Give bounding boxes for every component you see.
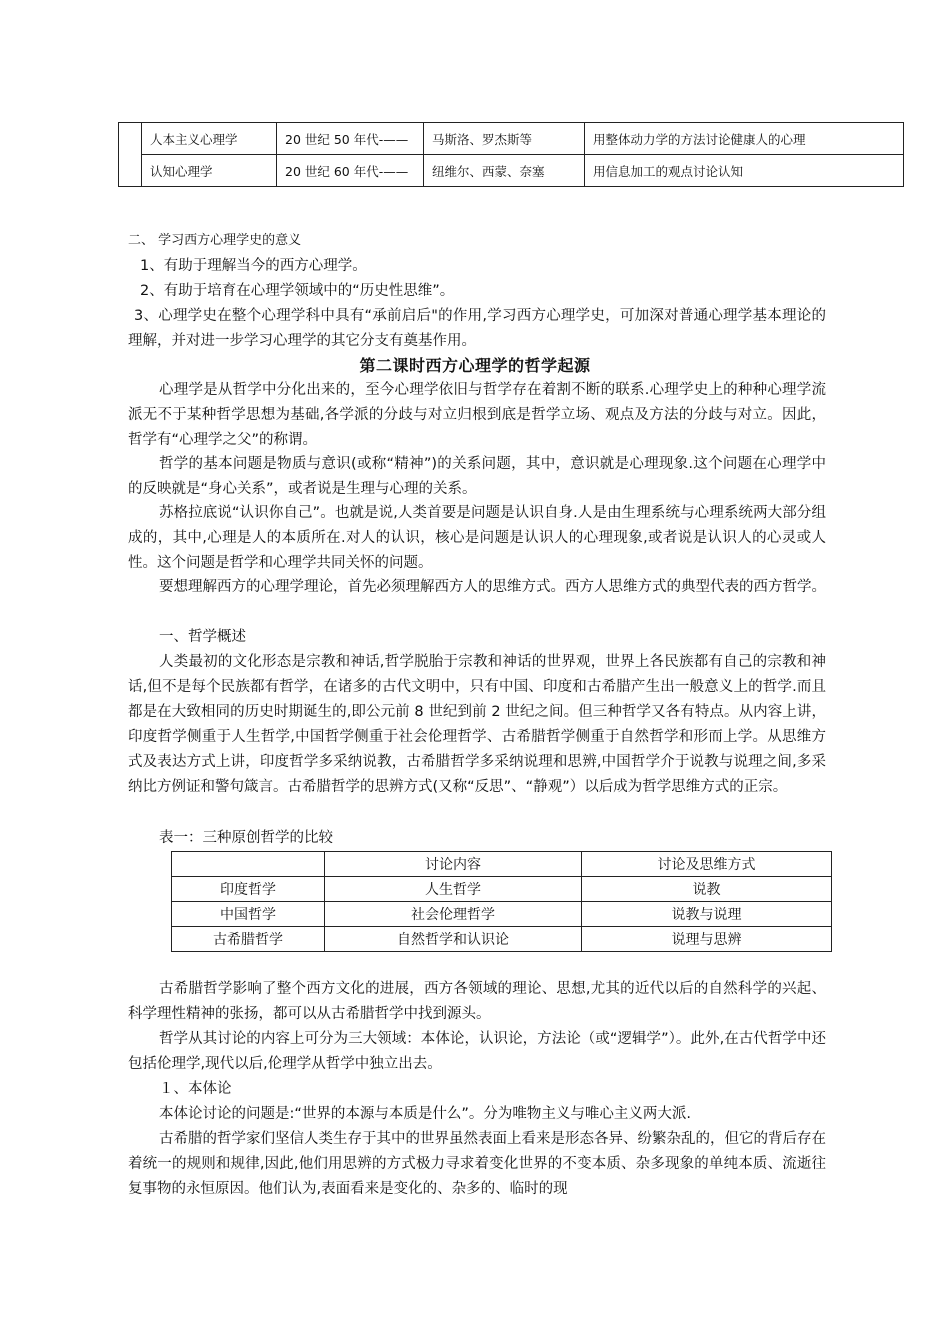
table-cell: 古希腊哲学: [172, 927, 325, 952]
table-row: [172, 902, 832, 927]
table-cell-school: 认知心理学: [142, 155, 277, 187]
subsection-title-ontology: １、本体论: [159, 1081, 232, 1097]
table-cell: 说理与思辨: [582, 927, 832, 952]
paragraph-western-thinking: 要想理解西方的心理学理论，首先必须理解西方人的思维方式。西方人思维方式的典型代表的西方哲学。: [159, 579, 826, 595]
paragraph-overview: 人类最初的文化形态是宗教和神话,哲学脱胎于宗教和神话的世界观，世界上各民族都有自己的宗教和神话,但不是每个民族都有哲学，在诸多的古代文明中，只有中国、印度和古希腊产生出一般意义上的哲学.而且都是在大致相同的历史时期诞生的,即公元前 8 世纪到前 2 世纪之间。但三种哲学又各有特点。从内容上讲，印度哲学侧重于人生哲学,中国哲学侧重于社会伦理哲学、古希腊哲学侧重于自然哲学和形而上学。从思维方式及表达方式上讲，印度哲学多采纳说教，古希腊哲学多采纳说理和思辨,中国哲学介于说教与说理之间,多采纳比方例证和警句箴言。古希腊哲学的思辨方式(又称“反思”、“静观”）以后成为哲学思维方式的正宗。: [128, 654, 826, 795]
table-cell-method: 用整体动力学的方法讨论健康人的心理: [585, 123, 904, 155]
table-cell-blank: [119, 123, 142, 187]
paragraph-ontology-greek: 古希腊的哲学家们坚信人类生存于其中的世界虽然表面上看来是形态各异、纷繁杂乱的，但它的背后存在着统一的规则和规律,因此,他们用思辨的方式极力寻求着变化世界的不变本质、杂多现象的单纯本质、流逝往复事物的永恒原因。他们认为,表面看来是变化的、杂多的、临时的现: [128, 1131, 826, 1197]
table-cell: 社会伦理哲学: [325, 902, 582, 927]
paragraph-three-domains: 哲学从其讨论的内容上可分为三大领域：本体论，认识论，方法论（或“逻辑学”）。此外,在古代哲学中还包括伦理学,现代以后,伦理学从哲学中独立出去。: [128, 1031, 826, 1072]
table-header-cell: 讨论及思维方式: [582, 852, 832, 877]
section-two-item-3: 3、心理学史在整个心理学科中具有“承前启后"的作用,学习西方心理学史，可加深对普通心理学基本理论的理解，并对进一步学习心理学的其它分支有奠基作用。: [128, 308, 826, 349]
psychology-schools-table: [118, 122, 904, 187]
table-cell: 人生哲学: [325, 877, 582, 902]
table-cell: 中国哲学: [172, 902, 325, 927]
table-cell-people: 马斯洛、罗杰斯等: [424, 123, 585, 155]
table-row: [119, 155, 904, 187]
table-header-cell: [172, 852, 325, 877]
paragraph-socrates: 苏格拉底说“认识你自己”。也就是说,人类首要是问题是认识自身.人是由生理系统与心理系统两大部分组成的，其中,心理是人的本质所在.对人的认识，核心是问题是认识人的心理现象,或者说是认识人的心灵或人性。这个问题是哲学和心理学共同关怀的问题。: [128, 505, 826, 571]
paragraph-greek-influence: 古希腊哲学影响了整个西方文化的进展，西方各领域的理论、思想,尤其的近代以后的自然科学的兴起、科学理性精神的张扬，都可以从古希腊哲学中找到源头。: [128, 981, 826, 1022]
table-row: [119, 123, 904, 155]
philosophy-comparison-table: [171, 851, 832, 952]
table-cell-school: 人本主义心理学: [142, 123, 277, 155]
table-cell: 说教: [582, 877, 832, 902]
paragraph-basic-question: 哲学的基本问题是物质与意识(或称“精神”)的关系问题，其中，意识就是心理现象.这个问题在心理学中的反映就是“身心关系”，或者说是生理与心理的关系。: [128, 456, 826, 497]
section-two-title: 二、 学习西方心理学史的意义: [128, 233, 302, 248]
table-cell-people: 纽维尔、西蒙、奈塞: [424, 155, 585, 187]
section-two-item-2: 2、有助于培育在心理学领域中的“历史性思维”。: [140, 283, 455, 299]
paragraph-ontology-definition: 本体论讨论的问题是:“世界的本源与本质是什么”。分为唯物主义与唯心主义两大派.: [159, 1106, 692, 1122]
paragraph-intro: 心理学是从哲学中分化出来的，至今心理学依旧与哲学存在着割不断的联系.心理学史上的种种心理学流派无不于某种哲学思想为基础,各学派的分歧与对立归根到底是哲学立场、观点及方法的分歧与对立。因此，哲学有“心理学之父”的称谓。: [128, 382, 826, 448]
table-cell-period: 20 世纪 50 年代-——: [277, 123, 424, 155]
lesson-title: 第二课时西方心理学的哲学起源: [359, 356, 591, 375]
table-row: [172, 927, 832, 952]
table-caption: 表一：三种原创哲学的比较: [159, 830, 333, 846]
table-cell: 说教与说理: [582, 902, 832, 927]
table-header-cell: 讨论内容: [325, 852, 582, 877]
table-cell: 印度哲学: [172, 877, 325, 902]
section-two-item-1: 1、有助于理解当今的西方心理学。: [140, 258, 367, 274]
table-cell-method: 用信息加工的观点讨论认知: [585, 155, 904, 187]
table-cell-period: 20 世纪 60 年代-——: [277, 155, 424, 187]
subsection-title-overview: 一、哲学概述: [159, 629, 246, 645]
table-cell: 自然哲学和认识论: [325, 927, 582, 952]
table-row: [172, 877, 832, 902]
table-header-row: [172, 852, 832, 877]
